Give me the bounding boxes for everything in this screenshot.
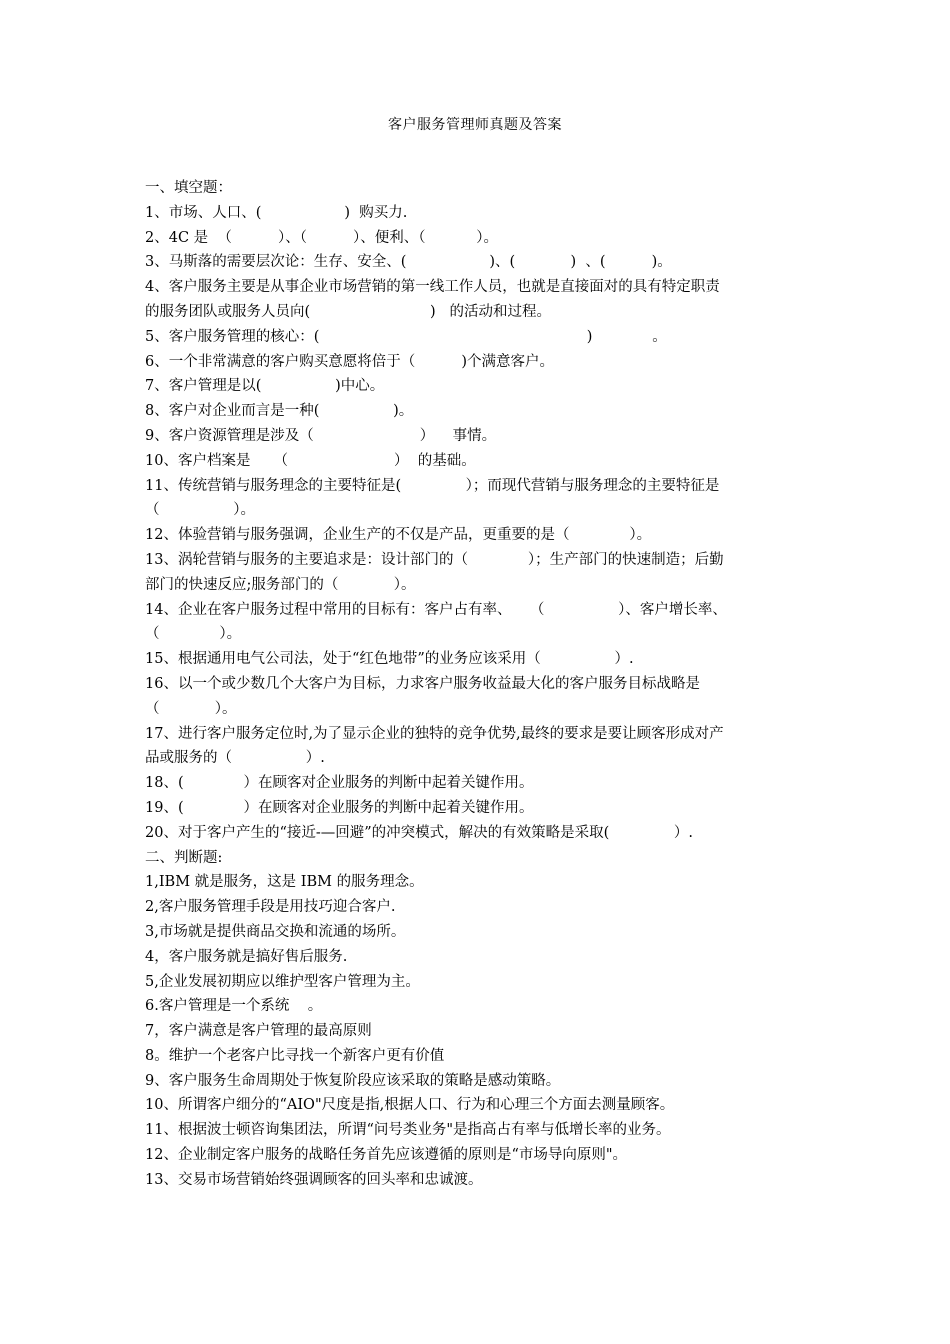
text-line: 13、交易市场营销始终强调顾客的回头率和忠诚渡。: [145, 1171, 483, 1188]
text-line: 10、客户档案是 （ ） 的基础。: [145, 452, 476, 469]
text-line: 7，客户满意是客户管理的最高原则: [145, 1023, 372, 1040]
text-line: 的服务团队或服务人员向( ) 的活动和过程。: [145, 303, 551, 320]
text-line: 14、企业在客户服务过程中常用的目标有：客户占有率、 （ ）、客户增长率、: [145, 601, 727, 618]
text-line: 6、一个非常满意的客户购买意愿将倍于（ )个满意客户。: [145, 353, 554, 370]
text-line: 一、填空题：: [145, 180, 232, 196]
text-line: 13、涡轮营销与服务的主要追求是：设计部门的（ ）；生产部门的快速制造；后勤: [145, 551, 724, 568]
text-line: 15、根据通用电气公司法，处于“红色地带”的业务应该采用（ ）.: [145, 651, 634, 668]
text-line: 16、以一个或少数几个大客户为目标，力求客户服务收益最大化的客户服务目标战略是: [145, 675, 700, 692]
text-line: 2、4C 是 （ ）、（ ）、便利、（ ）。: [145, 229, 499, 246]
text-line: 12、体验营销与服务强调，企业生产的不仅是产品，更重要的是（ ）。: [145, 527, 652, 544]
text-line: 7、客户管理是以( )中心。: [145, 378, 385, 395]
text-line: 20、对于客户产生的“接近-—回避”的冲突模式，解决的有效策略是采取( ）.: [145, 824, 693, 841]
text-line: （ ）。: [145, 502, 255, 519]
text-line: 9、客户服务生命周期处于恢复阶段应该采取的策略是感动策略。: [145, 1072, 561, 1089]
text-line: 8、客户对企业而言是一种( )。: [145, 403, 414, 420]
text-line: 8。维护一个老客户比寻找一个新客户更有价值: [145, 1047, 445, 1064]
text-line: 2,客户服务管理手段是用技巧迎合客户.: [145, 899, 396, 916]
text-line: 9、客户资源管理是涉及（ ） 事情。: [145, 427, 497, 444]
text-line: 二、判断题:: [145, 849, 223, 866]
text-line: 19、( ）在顾客对企业服务的判断中起着关键作用。: [145, 799, 534, 816]
text-line: 4、客户服务主要是从事企业市场营销的第一线工作人员，也就是直接面对的具有特定职责: [145, 279, 720, 296]
text-line: 5,企业发展初期应以维护型客户管理为主。: [145, 973, 420, 990]
text-line: 17、进行客户服务定位时,为了显示企业的独特的竞争优势,最终的要求是要让顾客形成对产: [145, 725, 724, 742]
text-line: （ ）。: [145, 700, 237, 717]
text-line: 品或服务的（ ）.: [145, 750, 325, 767]
text-line: 3,市场就是提供商品交换和流通的场所。: [145, 923, 406, 940]
document-title: 客户服务管理师真题及答案: [388, 117, 562, 133]
text-line: 4，客户服务就是搞好售后服务.: [145, 948, 348, 965]
text-line: （ ）。: [145, 626, 242, 643]
text-line: 5、客户服务管理的核心：( ) 。: [145, 328, 667, 345]
document-body: [145, 176, 815, 1193]
text-line: 11、根据波士顿咨询集团法，所谓“问号类业务"是指高占有率与低增长率的业务。: [145, 1122, 671, 1139]
text-line: 12、企业制定客户服务的战略任务首先应该遵循的原则是“市场导向原则"。: [145, 1147, 628, 1164]
text-line: 18、( ）在顾客对企业服务的判断中起着关键作用。: [145, 775, 534, 792]
text-line: 6.客户管理是一个系统 。: [145, 998, 323, 1015]
text-line: 11、传统营销与服务理念的主要特征是( ）；而现代营销与服务理念的主要特征是: [145, 477, 720, 494]
text-line: 部门的快速反应;服务部门的（ ）。: [145, 576, 416, 593]
text-line: 10、所谓客户细分的“AIO"尺度是指,根据人口、行为和心理三个方面去测量顾客。: [145, 1097, 675, 1114]
text-line: 1、市场、人口、( ) 购买力.: [145, 204, 408, 221]
text-line: 1,IBM 就是服务，这是 IBM 的服务理念。: [145, 874, 424, 891]
text-line: 3、马斯落的需要层次论：生存、安全、( )、( ) 、( )。: [145, 254, 672, 271]
